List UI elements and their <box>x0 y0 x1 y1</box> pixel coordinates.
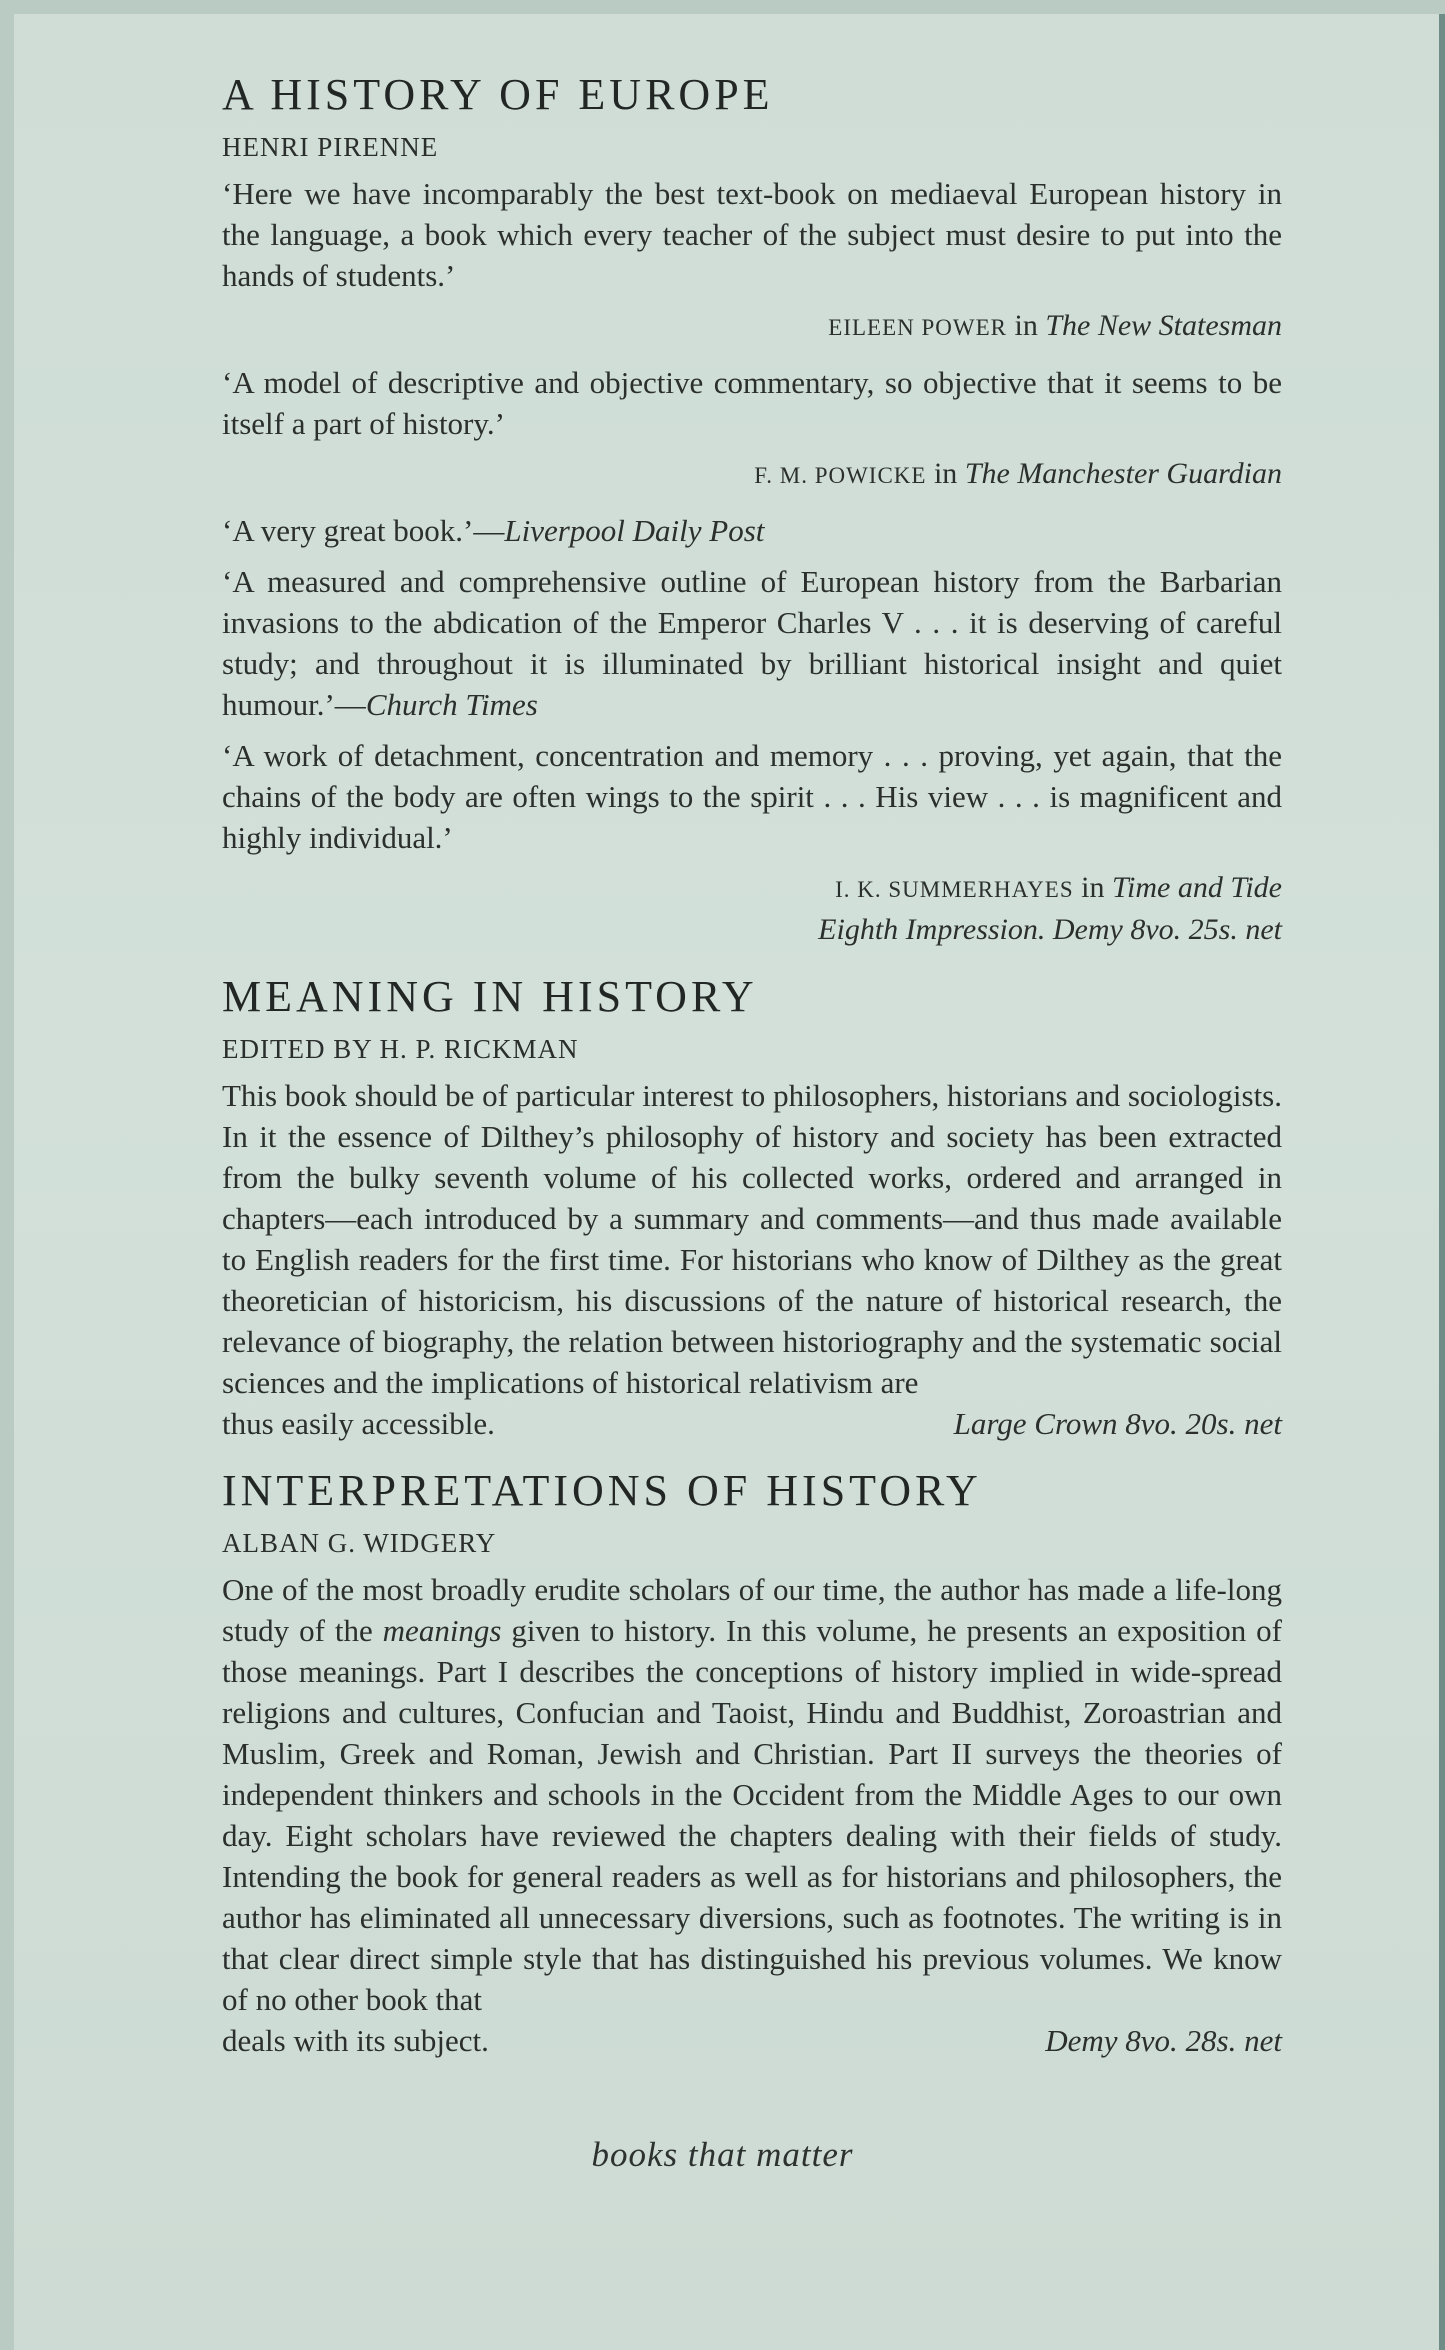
book-section-interpretations-of-history <box>222 1466 1282 2061</box>
attribution-connector: in <box>933 456 958 490</box>
book-description <box>222 1569 1282 2020</box>
book-title: INTERPRETATIONS OF HISTORY <box>222 1465 982 1515</box>
edition-price: Large Crown 8vo. 20s. net <box>953 1405 1282 1441</box>
book-author: EDITED BY H. P. RICKMAN <box>222 1033 579 1064</box>
reviewer-name: I. K. SUMMERHAYES <box>835 876 1074 902</box>
description-text: given to history. In this volume, he presents an exposition of those meanings. Part I describes the conceptions of history implied in wide-spread religions and cultures, Confucian and Taoist, Hindu and Buddhist, Zoroastrian and Muslim, Greek and Roman, Jewish and Christian. Part II surveys the theories of independent thinkers and schools in the Occident from the Middle Ages to our own day. Eight scholars have reviewed the chapters dealing with their fields of study. Intending the book for general readers as well as for historians and philosophers, the author has eliminated all unnecessary diversions, such as footnotes. The writing is in that clear direct simple style that has distinguished his previous volumes. We know of no other book that <box>222 1612 1282 2017</box>
emphasized-word: meanings <box>382 1612 502 1648</box>
description-end: deals with its subject. <box>222 2022 489 2058</box>
review-attribution <box>222 454 1282 496</box>
review-quote-text: ‘A measured and comprehensive outline of European history from the Barbarian invasions to the abdication of the Emperor Charles V . . . it is deserving of careful study; and throughout it is illuminated by brilliant historical insight and quiet humour.’— <box>222 563 1282 722</box>
edition-price: Eighth Impression. Demy 8vo. 25s. net <box>818 912 1282 946</box>
publication-name: Church Times <box>365 686 538 722</box>
book-title: MEANING IN HISTORY <box>222 971 758 1021</box>
reviewer-name: EILEEN POWER <box>828 314 1007 340</box>
publisher-slogan: books that matter <box>591 2135 854 2174</box>
book-section-meaning-in-history <box>222 972 1282 1444</box>
review-quote-text: ‘A very great book.’— <box>222 512 505 548</box>
review-quote: ‘A work of detachment, concentration and memory . . . proving, yet again, that the chains of the body are often wings to the spirit . . . His view . . . is magnificent and highly individual.’ <box>222 737 1282 855</box>
description-end: thus easily accessible. <box>222 1405 495 1441</box>
description-last-line <box>222 1403 1282 1444</box>
review-quote-inline <box>222 561 1282 725</box>
jacket-top-edge <box>0 0 1445 14</box>
edition-price: Demy 8vo. 28s. net <box>1045 2022 1282 2058</box>
book-author: ALBAN G. WIDGERY <box>222 1527 497 1558</box>
book-title: A HISTORY OF EUROPE <box>222 70 774 119</box>
book-author: HENRI PIRENNE <box>222 131 439 162</box>
publication-name: The New Statesman <box>1045 308 1282 342</box>
book-description: This book should be of particular interest to philosophers, historians and sociologists. In it the essence of Dilthey’s philosophy of history and society has been extracted from the bulky seventh volume of his collected works, ordered and arranged in chapters—each introduced by a summary and comments—and thus made available to English readers for the first time. For historians who know of Dilthey as the great theoretician of historicism, his discussions of the nature of historical research, the relevance of biography, the relation between historiography and the systematic social sciences and the implications of historical relativism are <box>222 1077 1282 1400</box>
review-attribution <box>222 306 1282 348</box>
book-section-history-of-europe <box>222 70 1282 950</box>
jacket-text-column <box>222 70 1282 2083</box>
jacket-left-edge <box>0 0 14 2350</box>
review-attribution <box>222 868 1282 910</box>
reviewer-name: F. M. POWICKE <box>754 462 927 488</box>
review-quote: ‘Here we have incomparably the best text-book on mediaeval European history in the language, a book which every teacher of the subject must desire to put into the hands of students.’ <box>222 175 1282 293</box>
attribution-connector: in <box>1081 870 1105 904</box>
review-quote-inline <box>222 510 1282 551</box>
attribution-connector: in <box>1014 308 1038 342</box>
publication-name: Liverpool Daily Post <box>504 512 765 548</box>
publication-name: Time and Tide <box>1111 870 1282 904</box>
review-quote: ‘A model of descriptive and objective commentary, so objective that it seems to be itself a part of history.’ <box>222 364 1282 441</box>
publication-name: The Manchester Guardian <box>964 456 1282 490</box>
description-text: One of the most broadly erudite scholars of our time, the author has made a life-long study of the <box>222 1571 1282 1648</box>
description-last-line <box>222 2020 1282 2061</box>
